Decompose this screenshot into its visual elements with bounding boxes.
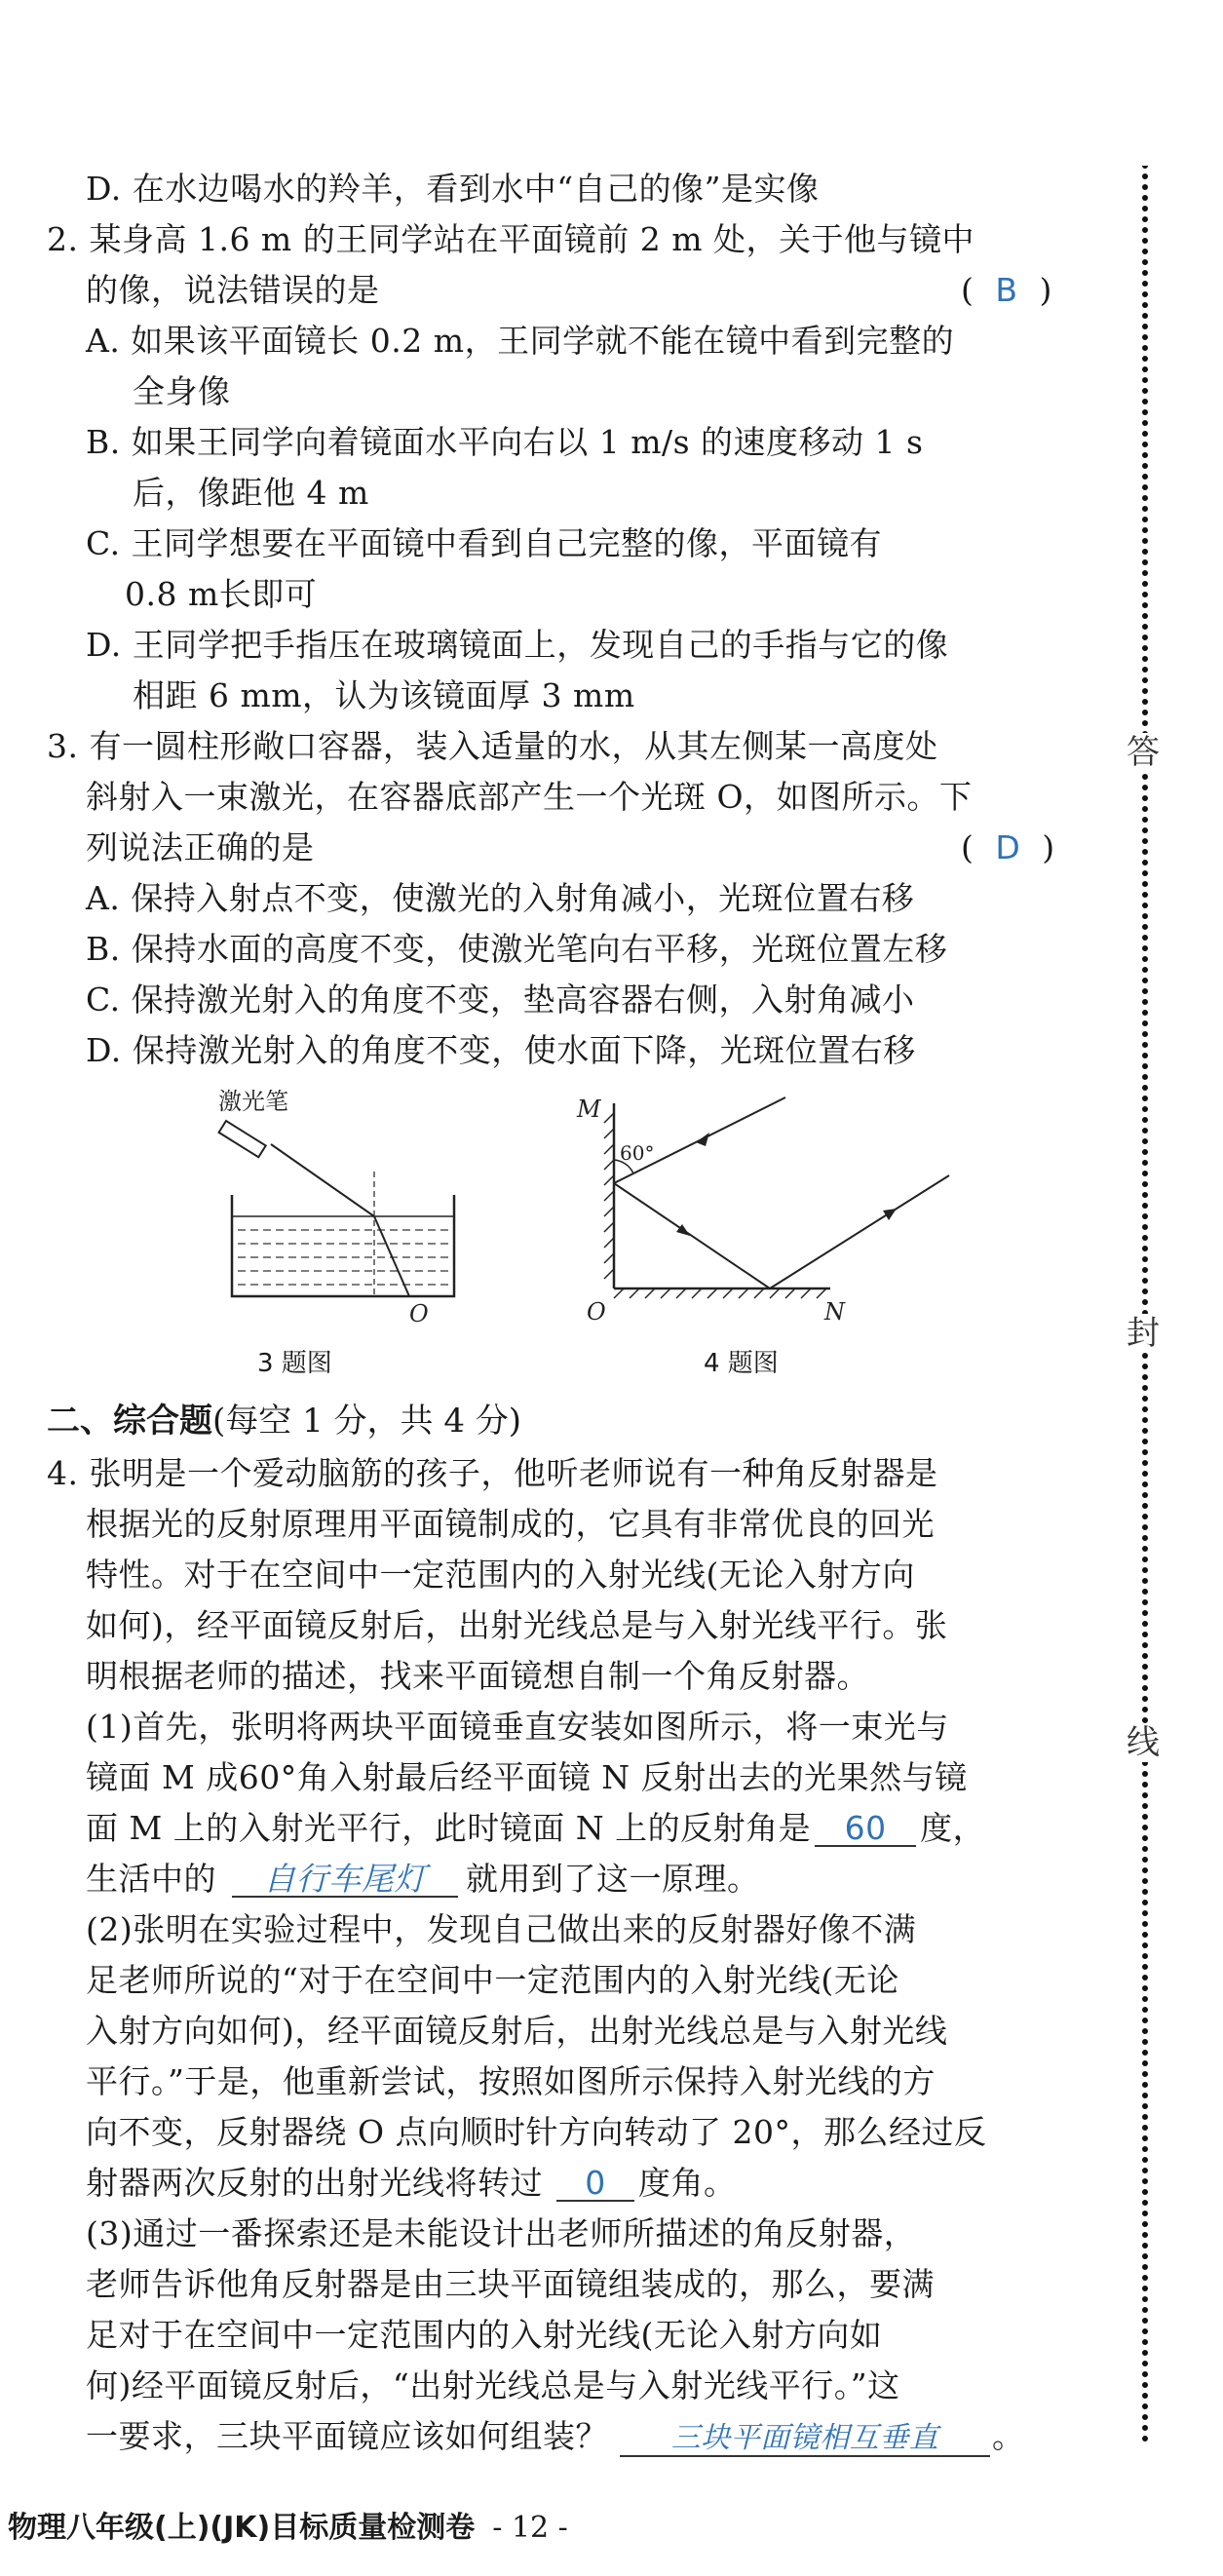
- q2-answer: ( B ): [961, 271, 1052, 309]
- q4-part1-answer-application: 自行车尾灯: [232, 1863, 458, 1898]
- binding-label-top: 答: [1127, 733, 1160, 772]
- q4-stem-line2: 根据光的反射原理用平面镜制成的，它具有非常优良的回光: [86, 1505, 935, 1543]
- q3-stem-line2: 斜射入一束激光，在容器底部产生一个光斑 O，如图所示。下: [86, 778, 973, 816]
- fig4-middle-ray: [614, 1183, 770, 1288]
- q3-option-d: D. 保持激光射入的角度不变，使水面下降，光斑位置右移: [86, 1031, 916, 1069]
- q4-part3-line1: (3)通过一番探索还是未能设计出老师所描述的角反射器，: [86, 2214, 917, 2252]
- figure-4: [575, 1090, 984, 1333]
- mirror-n-hatch: [614, 1288, 826, 1298]
- fig3-incident-ray: [271, 1144, 374, 1216]
- q4-part1-line4-end: 就用到了这一原理。: [466, 1860, 760, 1898]
- section-2-heading: [47, 1400, 521, 1442]
- q4-stem-line4: 如何)，经平面镜反射后，出射光线总是与入射光线平行。张: [86, 1606, 948, 1644]
- q4-part1-line2: 镜面 M 成60°角入射最后经平面镜 N 反射出去的光果然与镜: [86, 1758, 968, 1796]
- q4-part2-line1: (2)张明在实验过程中，发现自己做出来的反射器好像不满: [86, 1910, 917, 1948]
- fig4-label-m: M: [577, 1096, 601, 1123]
- q4-part2-line6: [86, 2162, 737, 2205]
- container: [232, 1195, 454, 1296]
- q4-part3-line5: [86, 2415, 1025, 2458]
- fig4-label-n: N: [824, 1298, 845, 1326]
- q4-part3-line2: 老师告诉他角反射器是由三块平面镜组装成的，那么，要满: [86, 2265, 935, 2303]
- q4-part2-line5: 向不变，反射器绕 O 点向顺时针方向转动了 20°，那么经过反: [86, 2113, 987, 2151]
- q4-part1-line4-text: 生活中的: [86, 1860, 216, 1898]
- q3-option-b: B. 保持水面的高度不变，使激光笔向右平移，光斑位置左移: [86, 930, 948, 968]
- q3-stem-line3: 列说法正确的是: [86, 828, 315, 866]
- q4-part3-line5-end: 。: [992, 2417, 1025, 2455]
- binding-dotted-line: [1140, 166, 1150, 2446]
- q3-answer: ( D ): [961, 828, 1055, 866]
- q4-part1-line3: [86, 1807, 985, 1850]
- q3-option-c: C. 保持激光射入的角度不变，垫高容器右侧，入射角减小: [86, 980, 915, 1019]
- q4-part2-line2: 足老师所说的“对于在空间中一定范围内的入射光线(无论: [86, 1961, 899, 1999]
- q4-stem-line5: 明根据老师的描述，找来平面镜想自制一个角反射器。: [86, 1657, 869, 1695]
- fig4-label-o: O: [587, 1298, 606, 1326]
- fig4-caption: 4 题图: [704, 1349, 779, 1378]
- q4-part2-line6-text: 射器两次反射的出射光线将转过: [86, 2164, 543, 2202]
- footer: [8, 2503, 568, 2546]
- water: [238, 1230, 448, 1285]
- footer-title: 物理八年级(上)(JK)目标质量检测卷: [8, 2511, 476, 2545]
- fig4-reflected-ray: [770, 1175, 949, 1288]
- q2-option-b-line1: B. 如果王同学向着镜面水平向右以 1 m/s 的速度移动 1 s: [86, 423, 924, 461]
- mirror-m-hatch: [604, 1113, 614, 1279]
- q2-option-c-line1: C. 王同学想要在平面镜中看到自己完整的像，平面镜有: [86, 524, 883, 562]
- q2-answer-value: B: [995, 271, 1018, 309]
- q2-option-d-line1: D. 王同学把手指压在玻璃镜面上，发现自己的手指与它的像: [86, 626, 949, 664]
- q4-part1-line3-end: 度，: [920, 1809, 986, 1847]
- laser-pen-icon: [219, 1121, 266, 1157]
- q4-part1-line1: (1)首先，张明将两块平面镜垂直安装如图所示，将一束光与: [86, 1708, 949, 1746]
- q4-part3-line5-text: 一要求，三块平面镜应该如何组装？: [86, 2417, 608, 2455]
- section-2-scoring: (每空 1 分，共 4 分): [212, 1402, 522, 1441]
- q4-part2-line3: 入射方向如何)，经平面镜反射后，出射光线总是与入射光线: [86, 2012, 948, 2050]
- q2-option-a-line1: A. 如果该平面镜长 0.2 m，王同学就不能在镜中看到完整的: [86, 322, 955, 360]
- q3-stem-line1: 3. 有一圆柱形敞口容器，装入适量的水，从其左侧某一高度处: [47, 727, 938, 765]
- q4-part2-line6-end: 度角。: [638, 2164, 737, 2202]
- fig3-laser-text: 激光笔: [218, 1088, 288, 1115]
- q4-part3-line3: 足对于在空间中一定范围内的入射光线(无论入射方向如: [86, 2316, 883, 2354]
- q1-option-d: D. 在水边喝水的羚羊，看到水中“自己的像”是实像: [86, 170, 820, 208]
- fig3-caption: 3 题图: [257, 1349, 332, 1378]
- q2-stem-line2: 的像，说法错误的是: [86, 271, 380, 309]
- q3-option-a: A. 保持入射点不变，使激光的入射角减小，光斑位置右移: [86, 879, 915, 917]
- q4-part2-answer: 0: [556, 2167, 634, 2202]
- q3-answer-value: D: [995, 828, 1021, 866]
- q2-option-a-line2: 全身像: [133, 372, 231, 410]
- fig3-point-o: O: [409, 1300, 429, 1327]
- q2-stem-line1: 2. 某身高 1.6 m 的王同学站在平面镜前 2 m 处，关于他与镜中: [47, 220, 975, 258]
- q2-option-d-line2: 相距 6 mm，认为该镜面厚 3 mm: [133, 676, 635, 714]
- q4-part3-line4: 何)经平面镜反射后，“出射光线总是与入射光线平行。”这: [86, 2366, 900, 2404]
- q4-stem-line1: 4. 张明是一个爱动脑筋的孩子，他听老师说有一种角反射器是: [47, 1454, 938, 1492]
- q4-part3-answer: 三块平面镜相互垂直: [620, 2422, 990, 2457]
- section-2-title: 二、综合题: [47, 1402, 212, 1441]
- q2-option-c-line2: 0.8 m长即可: [125, 575, 318, 613]
- q4-part1-line3-text: 面 M 上的入射光平行，此时镜面 N 上的反射角是: [86, 1809, 812, 1847]
- q2-option-b-line2: 后，像距他 4 m: [133, 474, 369, 512]
- binding-label-mid: 封: [1127, 1314, 1160, 1353]
- figure-3: [214, 1080, 526, 1372]
- q4-part1-answer-angle: 60: [815, 1812, 916, 1847]
- q4-part2-line4: 平行。”于是，他重新尝试，按照如图所示保持入射光线的方: [86, 2062, 936, 2100]
- q4-part1-line4: [86, 1858, 760, 1901]
- q4-stem-line3: 特性。对于在空间中一定范围内的入射光线(无论入射方向: [86, 1556, 915, 1594]
- fig4-angle-label: 60°: [620, 1141, 655, 1165]
- binding-label-bottom: 线: [1127, 1723, 1160, 1762]
- page-number: - 12 -: [492, 2511, 568, 2545]
